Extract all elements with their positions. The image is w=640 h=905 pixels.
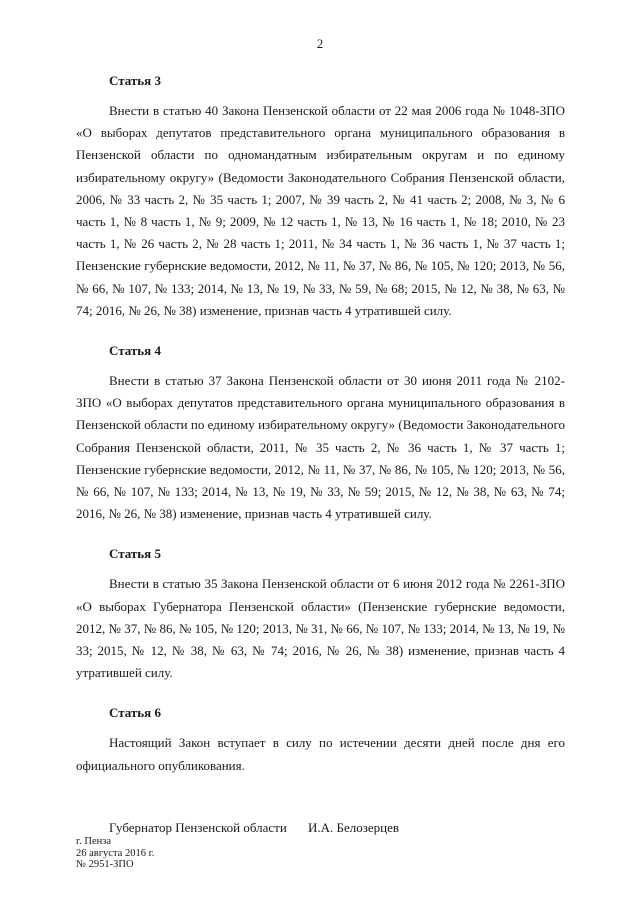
article-3 bbox=[76, 72, 565, 322]
article-5 bbox=[76, 545, 565, 684]
document-footer bbox=[76, 836, 154, 871]
signature-position: Губернатор Пензенской области bbox=[109, 819, 287, 835]
article-6 bbox=[76, 704, 565, 776]
article-6-title: Статья 6 bbox=[109, 705, 161, 721]
document-body bbox=[76, 72, 565, 837]
article-3-text: Внести в статью 40 Закона Пензенской области от 22 мая 2006 года № 1048-ЗПО «О выборах депутатов представительного органа муниципального образования в Пензенской области по одномандатным избирательным округам и по единому избирательному округу» (Ведомости Законодательного Собрания Пензенской области, 2006, № 33 часть 2, № 35 часть 1; 2007, № 39 часть 2, № 41 часть 2; 2008, № 3, № 6 часть 1, № 8 часть 1, № 9; 2009, № 12 часть 1, № 13, № 16 часть 1, № 18; 2010, № 23 часть 1, № 26 часть 2, № 28 часть 1; 2011, № 34 часть 1, № 36 часть 1, № 37 часть 1; Пензенские губернские ведомости, 2012, № 11, № 37, № 86, № 105, № 120; 2013, № 56, № 66, № 107, № 133; 2014, № 13, № 19, № 33, № 59, № 68; 2015, № 12, № 38, № 63, № 74; 2016, № 26, № 38) изменение, признав часть 4 утратившей силу. bbox=[76, 103, 565, 318]
article-6-text: Настоящий Закон вступает в силу по истечении десяти дней после дня его официального опубликования. bbox=[76, 735, 565, 773]
signature-block bbox=[76, 819, 565, 837]
article-4 bbox=[76, 342, 565, 525]
signature-name: И.А. Белозерцев bbox=[308, 819, 400, 835]
article-3-title: Статья 3 bbox=[109, 73, 161, 88]
footer-place: г. Пенза bbox=[76, 836, 112, 847]
article-4-title: Статья 4 bbox=[109, 343, 161, 359]
page-number: 2 bbox=[316, 36, 324, 51]
article-4-text: Внести в статью 37 Закона Пензенской области от 30 июня 2011 года № 2102-ЗПО «О выборах депутатов представительного органа муниципального образования в Пензенской области по единому избирательному округу» (Ведомости Законодательного Собрания Пензенской области, 2011, № 35 часть 2, № 36 часть 1, № 37 часть 1; Пензенские губернские ведомости, 2012, № 11, № 37, № 86, № 105, № 120; 2013, № 56, № 66, № 107, № 133; 2014, № 13, № 19, № 33, № 59; 2015, № 12, № 38, № 63, № 74; 2016, № 26, № 38) изменение, признав часть 4 утратившей силу. bbox=[76, 373, 565, 522]
footer-date: 26 августа 2016 г. bbox=[76, 847, 155, 859]
article-5-title: Статья 5 bbox=[109, 546, 161, 562]
article-5-text: Внести в статью 35 Закона Пензенской области от 6 июня 2012 года № 2261-ЗПО «О выборах Губернатора Пензенской области» (Пензенские губернские ведомости, 2012, № 37, № 86, № 105, № 120; 2013, № 31, № 66, № 107, № 133; 2014, № 13, № 19, № 33; 2015, № 12, № 38, № 63, № 74; 2016, № 26, № 38) изменение, признав часть 4 утратившей силу. bbox=[76, 576, 565, 681]
footer-number: № 2951-ЗПО bbox=[76, 859, 134, 870]
